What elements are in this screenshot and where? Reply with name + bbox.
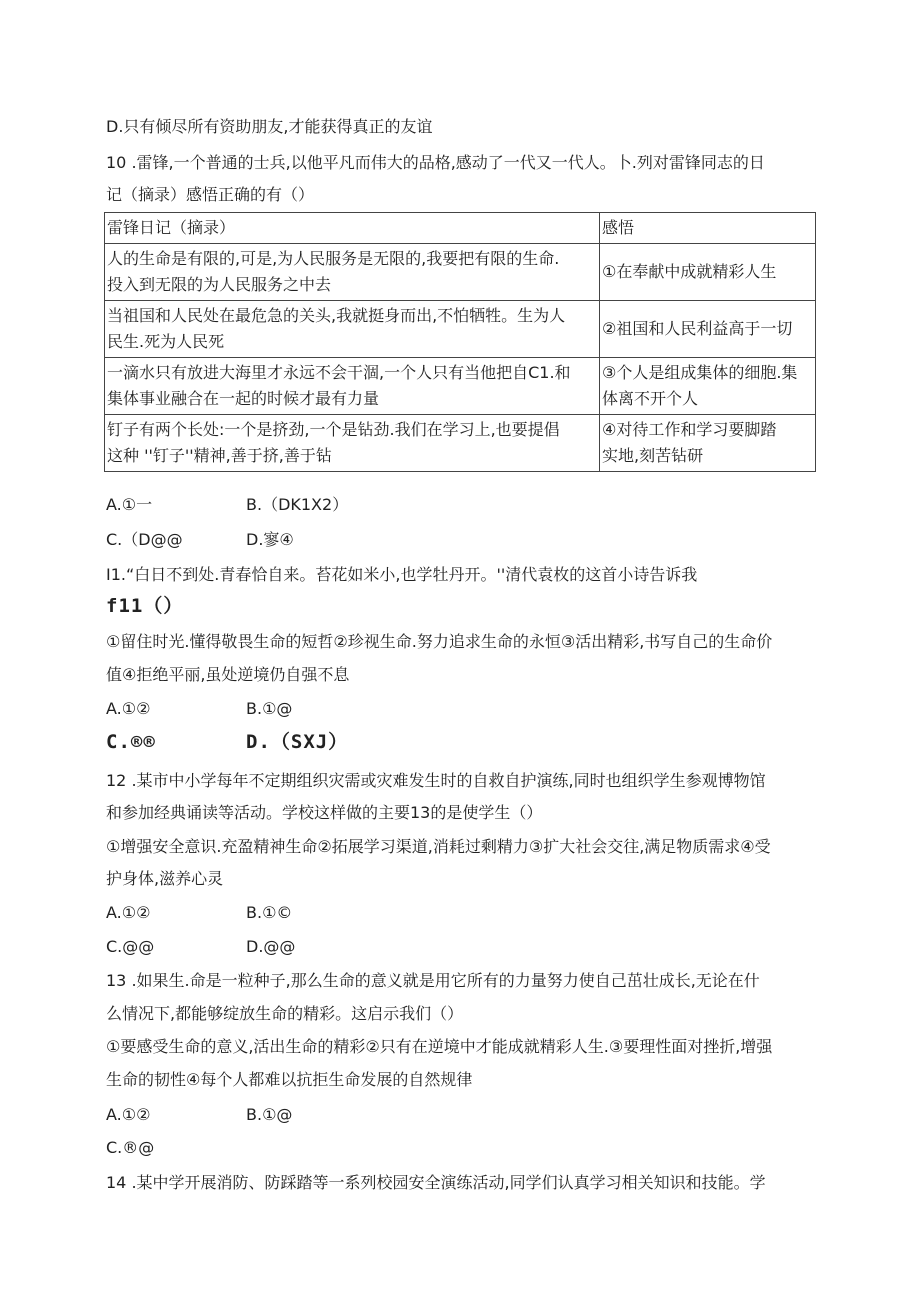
q11-stem-line-2: f11（） — [106, 595, 184, 617]
table-header-row — [105, 213, 816, 244]
q10-option-b: B.（DK1X2） — [246, 495, 349, 514]
table-cell-insight: ①在奉献中成就精彩人生 — [600, 244, 816, 301]
table-header-diary: 雷锋日记（摘录） — [105, 213, 600, 244]
q11-option-d: D.（SXJ） — [246, 731, 349, 753]
q10-option-d: D.寥④ — [246, 530, 294, 549]
q13-statements-line-2: 生命的韧性④每个人都难以抗拒生命发展的自然规律 — [106, 1070, 473, 1089]
q12-option-b: B.①© — [246, 903, 293, 922]
q11-statements-line-1: ①留住时光.懂得敬畏生命的短哲②珍视生命.努力追求生命的永恒③活出精彩,书写自己的生命价 — [106, 632, 773, 651]
table-row — [105, 358, 816, 415]
q14-stem-line-1: 14 .某中学开展消防、防踩踏等一系列校园安全演练活动,同学们认真学习相关知识和技能。学 — [106, 1173, 766, 1192]
table-cell-diary: 一滴水只有放进大海里才永远不会干涸,一个人只有当他把自C1.和 集体事业融合在一起的时候才最有力量 — [105, 358, 600, 415]
q12-option-a: A.①② — [106, 903, 151, 922]
q13-option-c: C.®@ — [106, 1138, 155, 1157]
q11-option-b: B.①@ — [246, 699, 293, 718]
table-row — [105, 301, 816, 358]
q12-statements-line-1: ①增强安全意识.充盈精神生命②拓展学习渠道,消耗过剩精力③扩大社会交往,满足物质需求④受 — [106, 837, 771, 856]
q10-option-a: A.①一 — [106, 495, 153, 514]
q12-statements-line-2: 护身体,滋养心灵 — [106, 869, 224, 888]
table-cell-insight: ②祖国和人民利益高于一切 — [600, 301, 816, 358]
q12-stem-line-2: 和参加经典诵读等活动。学校这样做的主要13的是使学生（） — [106, 803, 543, 822]
q12-stem-line-1: 12 .某市中小学每年不定期组织灾需或灾难发生时的自救自护演练,同时也组织学生参观博物馆 — [106, 771, 766, 790]
q10-stem-line-2: 记（摘录）感悟正确的有（） — [106, 185, 315, 204]
table-cell-insight: ③个人是组成集体的细胞.集 体离不开个人 — [600, 358, 816, 415]
q13-stem-line-2: 么情况下,都能够绽放生命的精彩。这启示我们（） — [106, 1004, 464, 1023]
table-row — [105, 415, 816, 472]
table-header-insight: 感悟 — [600, 213, 816, 244]
q9-option-d: D.只有倾尽所有资助朋友,才能获得真正的友谊 — [106, 117, 433, 136]
table-cell-insight: ④对待工作和学习要脚踏 实地,刻苦钻研 — [600, 415, 816, 472]
q11-option-a: A.①② — [106, 699, 151, 718]
q10-option-c: C.（D@@ — [106, 530, 183, 549]
q13-stem-line-1: 13 .如果生.命是一粒种子,那么生命的意义就是用它所有的力量努力使自己茁壮成长,无论在什 — [106, 971, 760, 990]
table-row — [105, 244, 816, 301]
q13-option-b: B.①@ — [246, 1105, 293, 1124]
q13-statements-line-1: ①要感受生命的意义,活出生命的精彩②只有在逆境中才能成就精彩人生.③要理性面对挫折,增强 — [106, 1037, 773, 1056]
q12-option-d: D.@@ — [246, 937, 296, 956]
q11-statements-line-2: 值④拒绝平丽,虽处逆境仍自强不息 — [106, 665, 350, 684]
q10-stem-line-1: 10 .雷锋,一个普通的士兵,以他平凡而伟大的品格,感动了一代又一代人。卜.列对雷锋同志的日 — [106, 153, 765, 172]
q13-option-a: A.①② — [106, 1105, 151, 1124]
table-cell-diary: 人的生命是有限的,可是,为人民服务是无限的,我要把有限的生命. 投入到无限的为人民服务之中去 — [105, 244, 600, 301]
diary-table — [104, 212, 816, 472]
q11-option-c: C.®® — [106, 731, 156, 753]
q11-stem-line-1: I1.“白日不到处.青春恰自来。苔花如米小,也学牡丹开。''清代袁枚的这首小诗告诉我 — [106, 565, 698, 584]
table-cell-diary: 当祖国和人民处在最危急的关头,我就挺身而出,不怕牺牲。生为人 民生.死为人民死 — [105, 301, 600, 358]
q12-option-c: C.@@ — [106, 937, 155, 956]
table-cell-diary: 钉子有两个长处:一个是挤劲,一个是钻劲.我们在学习上,也要提倡 这种 ''钉子''精神,善于挤,善于钻 — [105, 415, 600, 472]
